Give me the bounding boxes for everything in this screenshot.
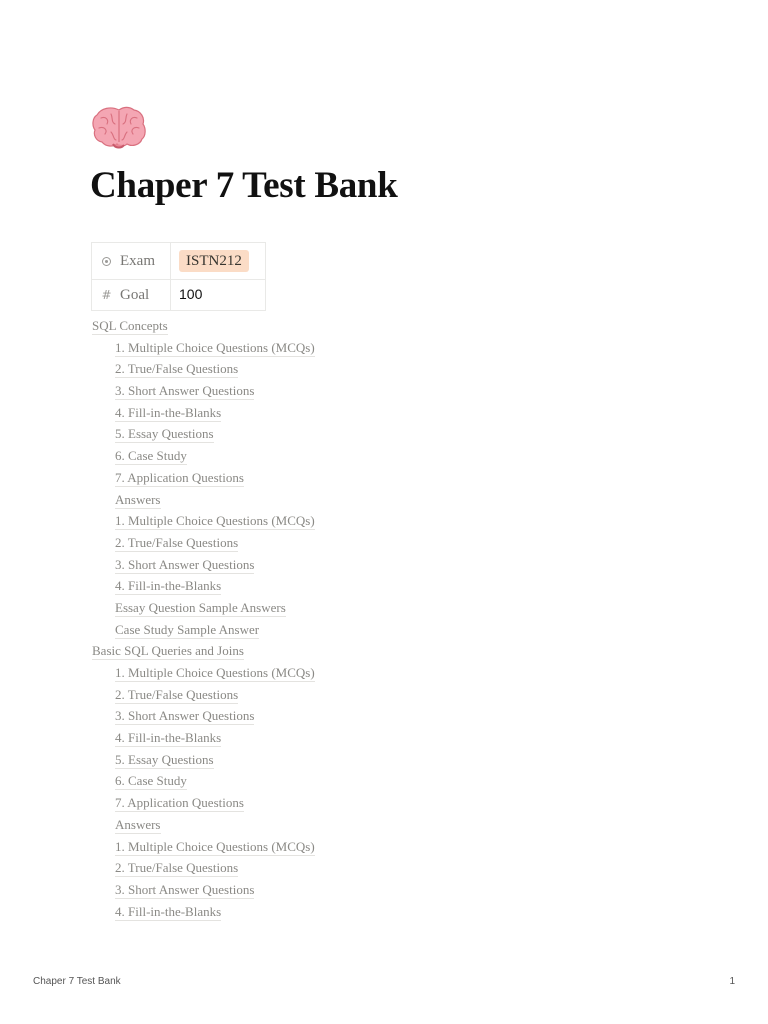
table-of-contents: [92, 316, 315, 923]
toc-link[interactable]: 3. Short Answer Questions: [115, 383, 255, 399]
toc-link[interactable]: 6. Case Study: [115, 773, 187, 789]
toc-item: [92, 728, 315, 750]
toc-link[interactable]: Basic SQL Queries and Joins: [92, 643, 244, 659]
toc-item: [92, 403, 315, 425]
property-value[interactable]: [171, 280, 266, 311]
toc-item: [92, 576, 315, 598]
toc-link[interactable]: 2. True/False Questions: [115, 361, 239, 377]
toc-item: [92, 468, 315, 490]
properties-table: [91, 242, 266, 311]
toc-item: [92, 815, 315, 837]
toc-item: [92, 880, 315, 902]
toc-item: [92, 446, 315, 468]
toc-item: [92, 685, 315, 707]
property-key: [92, 243, 171, 280]
property-key-label: Exam: [120, 252, 155, 269]
toc-item: [92, 641, 315, 663]
toc-item: [92, 381, 315, 403]
property-key-label: Goal: [120, 286, 150, 303]
toc-item: [92, 706, 315, 728]
property-key: [92, 280, 171, 311]
toc-item: [92, 598, 315, 620]
toc-link[interactable]: Essay Question Sample Answers: [115, 599, 286, 615]
toc-item: [92, 316, 315, 338]
toc-item: [92, 663, 315, 685]
toc-item: [92, 555, 315, 577]
toc-link[interactable]: 2. True/False Questions: [115, 686, 239, 702]
property-row-goal: [92, 280, 266, 311]
toc-link[interactable]: 3. Short Answer Questions: [115, 556, 255, 572]
property-row-exam: [92, 243, 266, 280]
toc-item: [92, 424, 315, 446]
toc-link[interactable]: 4. Fill-in-the-Blanks: [115, 578, 222, 594]
toc-item: [92, 620, 315, 642]
toc-link[interactable]: 1. Multiple Choice Questions (MCQs): [115, 339, 315, 355]
toc-item: [92, 902, 315, 924]
toc-link[interactable]: 1. Multiple Choice Questions (MCQs): [115, 665, 315, 680]
toc-item: [92, 533, 315, 555]
toc-link[interactable]: Answers: [115, 816, 161, 832]
footer-title: Chaper 7 Test Bank: [33, 976, 121, 987]
toc-item: [92, 837, 315, 859]
toc-link[interactable]: 3. Short Answer Questions: [115, 881, 255, 897]
toc-link[interactable]: 6. Case Study: [115, 448, 187, 464]
toc-item: [92, 858, 315, 880]
toc-link[interactable]: Case Study Sample Answer: [115, 621, 260, 637]
toc-link[interactable]: 1. Multiple Choice Questions (MCQs): [115, 838, 315, 854]
goal-value[interactable]: 100: [179, 286, 203, 302]
toc-link[interactable]: 1. Multiple Choice Questions (MCQs): [115, 513, 315, 529]
toc-item: [92, 338, 315, 360]
toc-link[interactable]: SQL Concepts: [92, 318, 168, 333]
toc-item: [92, 359, 315, 381]
exam-tag[interactable]: ISTN212: [179, 250, 249, 272]
toc-link[interactable]: 2. True/False Questions: [115, 860, 239, 876]
toc-link[interactable]: 4. Fill-in-the-Blanks: [115, 404, 222, 420]
toc-link[interactable]: 5. Essay Questions: [115, 751, 214, 767]
toc-item: [92, 490, 315, 512]
toc-link[interactable]: 3. Short Answer Questions: [115, 708, 255, 724]
page-number: 1: [729, 976, 735, 987]
property-value[interactable]: [171, 243, 266, 280]
toc-link[interactable]: 7. Application Questions: [115, 795, 244, 811]
brain-icon: [91, 104, 147, 150]
number-icon: #: [101, 288, 112, 302]
toc-item: [92, 771, 315, 793]
toc-item: [92, 793, 315, 815]
page-title: Chaper 7 Test Bank: [90, 165, 398, 206]
toc-item: [92, 750, 315, 772]
toc-link[interactable]: 4. Fill-in-the-Blanks: [115, 903, 222, 919]
status-icon: [100, 255, 113, 268]
toc-link[interactable]: 7. Application Questions: [115, 469, 244, 485]
toc-link[interactable]: Answers: [115, 491, 161, 507]
toc-item: [92, 511, 315, 533]
toc-link[interactable]: 5. Essay Questions: [115, 426, 214, 442]
toc-link[interactable]: 2. True/False Questions: [115, 534, 239, 550]
toc-link[interactable]: 4. Fill-in-the-Blanks: [115, 730, 222, 746]
